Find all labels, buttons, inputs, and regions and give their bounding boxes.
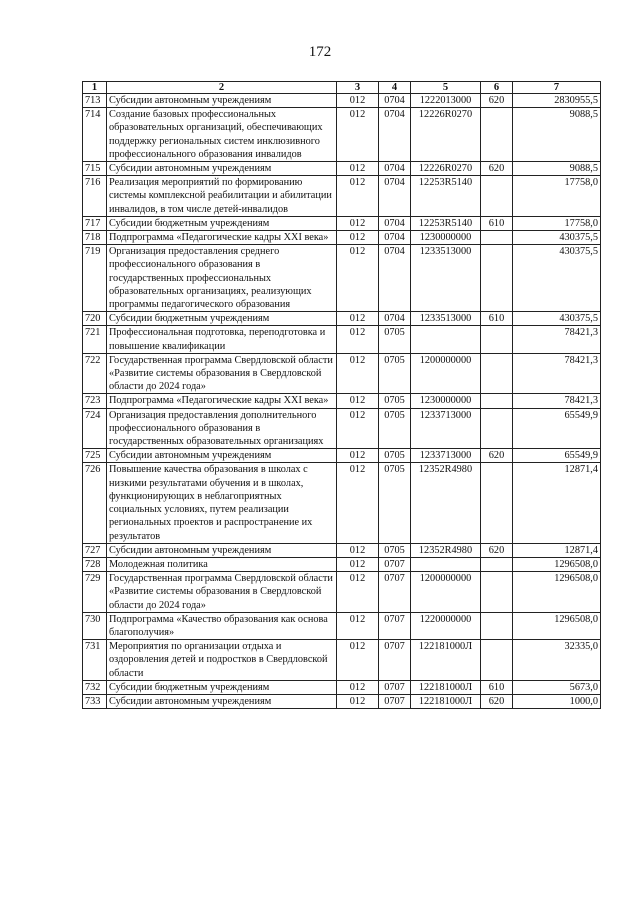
expense-type-cell: 620 xyxy=(481,694,513,708)
row-number-cell: 728 xyxy=(83,557,107,571)
row-number-cell: 729 xyxy=(83,572,107,613)
header-cell: 6 xyxy=(481,82,513,94)
amount-cell: 65549,9 xyxy=(513,449,601,463)
item-name-cell: Субсидии автономным учреждениям xyxy=(107,694,337,708)
target-code-cell: 12352R4980 xyxy=(411,463,481,543)
table-row xyxy=(83,408,601,449)
expense-type-cell: 620 xyxy=(481,449,513,463)
table-row xyxy=(83,162,601,176)
ministry-code-cell: 012 xyxy=(337,680,379,694)
item-name-cell: Субсидии бюджетным учреждениям xyxy=(107,216,337,230)
ministry-code-cell: 012 xyxy=(337,231,379,245)
item-name-cell: Организация предоставления дополнительного профессионального образования в государственных образовательных организациях xyxy=(107,408,337,449)
item-name-cell: Профессиональная подготовка, переподготовка и повышение квалификации xyxy=(107,326,337,353)
target-code-cell xyxy=(411,557,481,571)
ministry-code-cell: 012 xyxy=(337,572,379,613)
expense-type-cell xyxy=(481,245,513,312)
row-number-cell: 730 xyxy=(83,612,107,639)
header-cell: 3 xyxy=(337,82,379,94)
target-code-cell: 122181000Л xyxy=(411,680,481,694)
row-number-cell: 716 xyxy=(83,176,107,217)
row-number-cell: 731 xyxy=(83,640,107,681)
section-code-cell: 0707 xyxy=(379,612,411,639)
amount-cell: 2830955,5 xyxy=(513,94,601,108)
header-cell: 1 xyxy=(83,82,107,94)
ministry-code-cell: 012 xyxy=(337,216,379,230)
amount-cell: 32335,0 xyxy=(513,640,601,681)
page-number: 172 xyxy=(308,44,332,60)
table-row xyxy=(83,94,601,108)
item-name-cell: Субсидии автономным учреждениям xyxy=(107,449,337,463)
table-row xyxy=(83,176,601,217)
amount-cell: 9088,5 xyxy=(513,108,601,162)
target-code-cell: 12226R0270 xyxy=(411,162,481,176)
section-code-cell: 0705 xyxy=(379,463,411,543)
table-row xyxy=(83,394,601,408)
expense-type-cell xyxy=(481,640,513,681)
row-number-cell: 722 xyxy=(83,353,107,394)
section-code-cell: 0707 xyxy=(379,694,411,708)
ministry-code-cell: 012 xyxy=(337,543,379,557)
header-cell: 7 xyxy=(513,82,601,94)
row-number-cell: 727 xyxy=(83,543,107,557)
section-code-cell: 0704 xyxy=(379,176,411,217)
item-name-cell: Подпрограмма «Педагогические кадры XXI века» xyxy=(107,231,337,245)
table-row xyxy=(83,312,601,326)
expense-type-cell xyxy=(481,394,513,408)
section-code-cell: 0705 xyxy=(379,394,411,408)
expense-type-cell xyxy=(481,463,513,543)
expense-type-cell xyxy=(481,326,513,353)
ministry-code-cell: 012 xyxy=(337,557,379,571)
target-code-cell: 1230000000 xyxy=(411,394,481,408)
row-number-cell: 717 xyxy=(83,216,107,230)
target-code-cell: 1200000000 xyxy=(411,353,481,394)
section-code-cell: 0704 xyxy=(379,312,411,326)
row-number-cell: 726 xyxy=(83,463,107,543)
section-code-cell: 0704 xyxy=(379,94,411,108)
target-code-cell: 1220000000 xyxy=(411,612,481,639)
row-number-cell: 732 xyxy=(83,680,107,694)
row-number-cell: 725 xyxy=(83,449,107,463)
amount-cell: 78421,3 xyxy=(513,353,601,394)
item-name-cell: Субсидии автономным учреждениям xyxy=(107,543,337,557)
item-name-cell: Государственная программа Свердловской области «Развитие системы образования в Свердловской области до 2024 года» xyxy=(107,572,337,613)
section-code-cell: 0705 xyxy=(379,543,411,557)
expense-type-cell xyxy=(481,612,513,639)
amount-cell: 1296508,0 xyxy=(513,557,601,571)
section-code-cell: 0705 xyxy=(379,353,411,394)
table-row xyxy=(83,463,601,543)
ministry-code-cell: 012 xyxy=(337,108,379,162)
section-code-cell: 0704 xyxy=(379,108,411,162)
section-code-cell: 0707 xyxy=(379,572,411,613)
table-row xyxy=(83,612,601,639)
section-code-cell: 0707 xyxy=(379,680,411,694)
row-number-cell: 723 xyxy=(83,394,107,408)
row-number-cell: 724 xyxy=(83,408,107,449)
section-code-cell: 0704 xyxy=(379,216,411,230)
ministry-code-cell: 012 xyxy=(337,326,379,353)
target-code-cell: 122181000Л xyxy=(411,694,481,708)
table-row xyxy=(83,543,601,557)
header-cell: 5 xyxy=(411,82,481,94)
target-code-cell: 12253R5140 xyxy=(411,216,481,230)
item-name-cell: Субсидии автономным учреждениям xyxy=(107,162,337,176)
amount-cell: 9088,5 xyxy=(513,162,601,176)
row-number-cell: 720 xyxy=(83,312,107,326)
row-number-cell: 733 xyxy=(83,694,107,708)
amount-cell: 430375,5 xyxy=(513,231,601,245)
row-number-cell: 719 xyxy=(83,245,107,312)
section-code-cell: 0704 xyxy=(379,162,411,176)
item-name-cell: Молодежная политика xyxy=(107,557,337,571)
amount-cell: 430375,5 xyxy=(513,245,601,312)
expense-type-cell: 610 xyxy=(481,216,513,230)
amount-cell: 17758,0 xyxy=(513,216,601,230)
table-header-row xyxy=(83,82,601,94)
expense-type-cell xyxy=(481,108,513,162)
amount-cell: 17758,0 xyxy=(513,176,601,217)
table-row xyxy=(83,326,601,353)
amount-cell: 1296508,0 xyxy=(513,612,601,639)
item-name-cell: Субсидии автономным учреждениям xyxy=(107,94,337,108)
target-code-cell: 1222013000 xyxy=(411,94,481,108)
item-name-cell: Реализация мероприятий по формированию системы комплексной реабилитации и абилитации инвалидов, в том числе детей-инвалидов xyxy=(107,176,337,217)
ministry-code-cell: 012 xyxy=(337,312,379,326)
item-name-cell: Повышение качества образования в школах с низкими результатами обучения и в школах, функционирующих в неблагоприятных социальных условиях, путем реализации региональных проектов и распространение их результатов xyxy=(107,463,337,543)
row-number-cell: 718 xyxy=(83,231,107,245)
expense-type-cell xyxy=(481,231,513,245)
row-number-cell: 721 xyxy=(83,326,107,353)
expense-type-cell xyxy=(481,353,513,394)
ministry-code-cell: 012 xyxy=(337,394,379,408)
table-row xyxy=(83,108,601,162)
amount-cell: 1296508,0 xyxy=(513,572,601,613)
item-name-cell: Организация предоставления среднего профессионального образования в государственных профессиональных образовательных организациях, реализующих программы педагогического образования xyxy=(107,245,337,312)
header-cell: 4 xyxy=(379,82,411,94)
ministry-code-cell: 012 xyxy=(337,612,379,639)
expense-type-cell xyxy=(481,408,513,449)
target-code-cell xyxy=(411,326,481,353)
section-code-cell: 0705 xyxy=(379,326,411,353)
ministry-code-cell: 012 xyxy=(337,162,379,176)
ministry-code-cell: 012 xyxy=(337,176,379,217)
item-name-cell: Субсидии бюджетным учреждениям xyxy=(107,312,337,326)
table-row xyxy=(83,353,601,394)
expense-type-cell: 620 xyxy=(481,162,513,176)
item-name-cell: Подпрограмма «Качество образования как основа благополучия» xyxy=(107,612,337,639)
target-code-cell: 1230000000 xyxy=(411,231,481,245)
table-row xyxy=(83,449,601,463)
section-code-cell: 0704 xyxy=(379,231,411,245)
ministry-code-cell: 012 xyxy=(337,353,379,394)
expense-type-cell xyxy=(481,572,513,613)
expense-type-cell: 610 xyxy=(481,680,513,694)
target-code-cell: 1233513000 xyxy=(411,245,481,312)
budget-table xyxy=(82,81,601,709)
target-code-cell: 1200000000 xyxy=(411,572,481,613)
item-name-cell: Мероприятия по организации отдыха и оздоровления детей и подростков в Свердловской области xyxy=(107,640,337,681)
target-code-cell: 12253R5140 xyxy=(411,176,481,217)
expense-type-cell: 620 xyxy=(481,94,513,108)
expense-type-cell xyxy=(481,176,513,217)
section-code-cell: 0707 xyxy=(379,557,411,571)
row-number-cell: 713 xyxy=(83,94,107,108)
target-code-cell: 122181000Л xyxy=(411,640,481,681)
table-row xyxy=(83,231,601,245)
table-row xyxy=(83,694,601,708)
ministry-code-cell: 012 xyxy=(337,463,379,543)
target-code-cell: 1233713000 xyxy=(411,408,481,449)
row-number-cell: 715 xyxy=(83,162,107,176)
section-code-cell: 0705 xyxy=(379,408,411,449)
amount-cell: 12871,4 xyxy=(513,463,601,543)
table-row xyxy=(83,557,601,571)
item-name-cell: Создание базовых профессиональных образовательных организаций, обеспечивающих поддержку региональных систем инклюзивного профессионального образования инвалидов xyxy=(107,108,337,162)
amount-cell: 1000,0 xyxy=(513,694,601,708)
section-code-cell: 0707 xyxy=(379,640,411,681)
item-name-cell: Подпрограмма «Педагогические кадры XXI века» xyxy=(107,394,337,408)
ministry-code-cell: 012 xyxy=(337,640,379,681)
table-row xyxy=(83,245,601,312)
ministry-code-cell: 012 xyxy=(337,245,379,312)
ministry-code-cell: 012 xyxy=(337,94,379,108)
header-cell: 2 xyxy=(107,82,337,94)
table-row xyxy=(83,640,601,681)
target-code-cell: 1233513000 xyxy=(411,312,481,326)
amount-cell: 430375,5 xyxy=(513,312,601,326)
amount-cell: 65549,9 xyxy=(513,408,601,449)
ministry-code-cell: 012 xyxy=(337,449,379,463)
target-code-cell: 12352R4980 xyxy=(411,543,481,557)
target-code-cell: 1233713000 xyxy=(411,449,481,463)
item-name-cell: Субсидии бюджетным учреждениям xyxy=(107,680,337,694)
table-row xyxy=(83,216,601,230)
section-code-cell: 0704 xyxy=(379,245,411,312)
table-row xyxy=(83,680,601,694)
expense-type-cell: 620 xyxy=(481,543,513,557)
amount-cell: 78421,3 xyxy=(513,326,601,353)
amount-cell: 12871,4 xyxy=(513,543,601,557)
amount-cell: 78421,3 xyxy=(513,394,601,408)
ministry-code-cell: 012 xyxy=(337,694,379,708)
table-row xyxy=(83,572,601,613)
item-name-cell: Государственная программа Свердловской области «Развитие системы образования в Свердловской области до 2024 года» xyxy=(107,353,337,394)
target-code-cell: 12226R0270 xyxy=(411,108,481,162)
section-code-cell: 0705 xyxy=(379,449,411,463)
amount-cell: 5673,0 xyxy=(513,680,601,694)
expense-type-cell xyxy=(481,557,513,571)
ministry-code-cell: 012 xyxy=(337,408,379,449)
expense-type-cell: 610 xyxy=(481,312,513,326)
row-number-cell: 714 xyxy=(83,108,107,162)
